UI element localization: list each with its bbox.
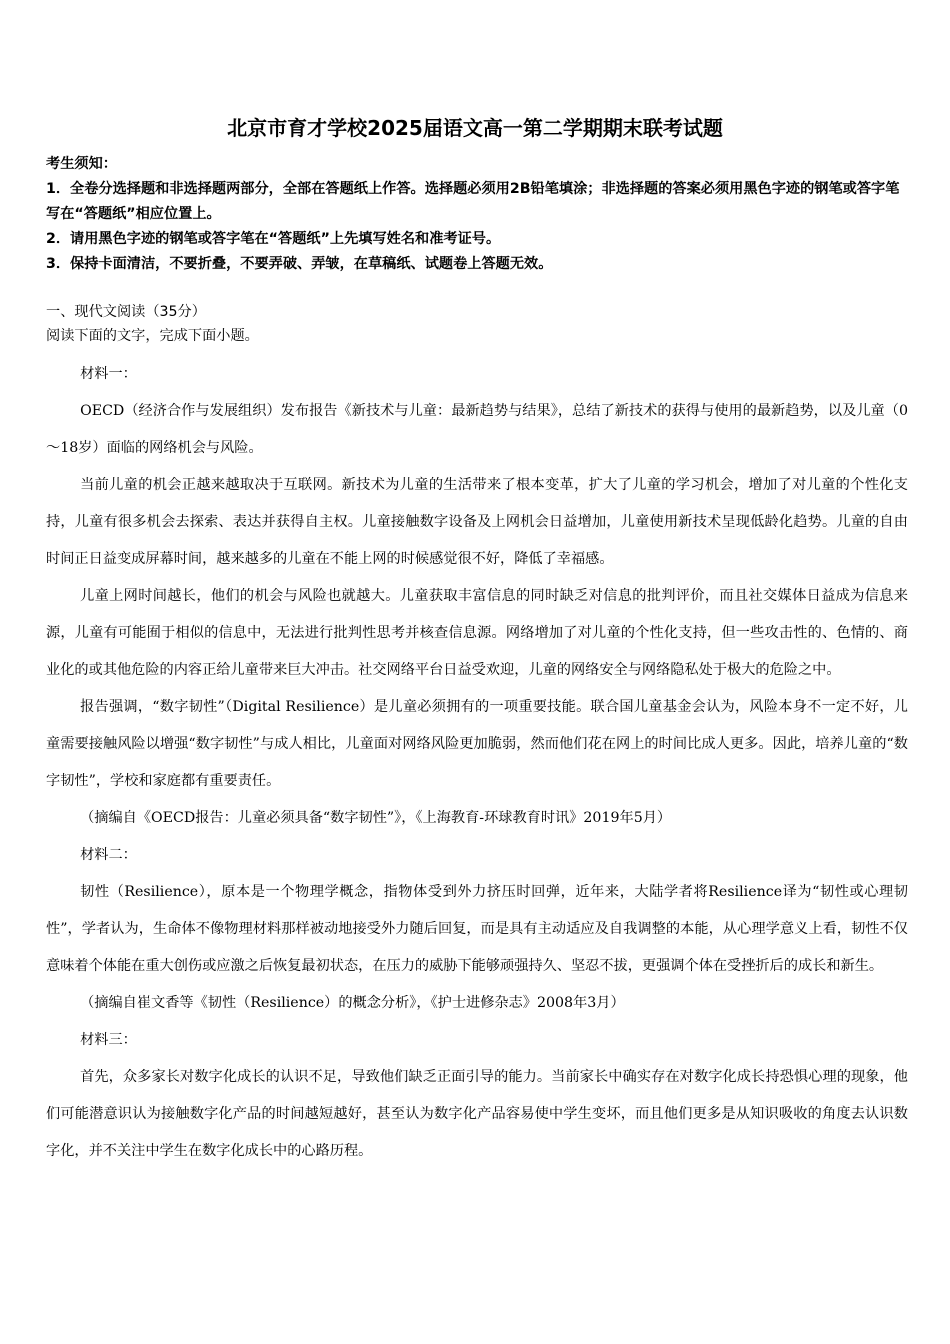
section-instruction: 阅读下面的文字，完成下面小题。 [46, 328, 259, 344]
material-two-label: 材料二： [80, 847, 137, 863]
notice-item-2: 2．请用黑色字迹的钢笔或答字笔在“答题纸”上先填写姓名和准考证号。 [46, 231, 501, 247]
reading-passage [46, 356, 908, 1170]
material-one-label: 材料一： [80, 366, 137, 382]
notice-item-1: 1．全卷分选择题和非选择题两部分，全部在答题纸上作答。选择题必须用2B铅笔填涂；非选择题的答案必须用黑色字迹的钢笔或答字笔写在“答题纸”相应位置上。 [46, 181, 900, 222]
paragraph: 儿童上网时间越长，他们的机会与风险也就越大。儿童获取丰富信息的同时缺乏对信息的批判评价，而且社交媒体日益成为信息来源，儿童有可能囿于相似的信息中，无法进行批判性思考并核查信息源。网络增加了对儿童的个性化支持，但一些攻击性的、色情的、商业化的或其他危险的内容正给儿童带来巨大冲击。社交网络平台日益受欢迎，儿童的网络安全与网络隐私处于极大的危险之中。 [46, 588, 908, 678]
paragraph: 首先，众多家长对数字化成长的认识不足，导致他们缺乏正面引导的能力。当前家长中确实存在对数字化成长持恐惧心理的现象，他们可能潜意识认为接触数字化产品的时间越短越好，甚至认为数字化产品容易使中学生变坏，而且他们更多是从知识吸收的角度去认识数字化，并不关注中学生在数字化成长中的心路历程。 [46, 1069, 908, 1159]
section-heading: 一、现代文阅读（35分） [46, 304, 206, 320]
source-citation: （摘编自崔文香等《韧性（Resilience）的概念分析》，《护士进修杂志》2008年3月） [80, 995, 625, 1011]
paragraph: 报告强调，“数字韧性”（Digital Resilience）是儿童必须拥有的一项重要技能。联合国儿童基金会认为，风险本身不一定不好，儿童需要接触风险以增强“数字韧性”与成人相比，儿童面对网络风险更加脆弱，然而他们花在网上的时间比成人更多。因此，培养儿童的“数字韧性”，学校和家庭都有重要责任。 [46, 699, 908, 789]
notice-item-3: 3．保持卡面清洁，不要折叠，不要弄破、弄皱，在草稿纸、试题卷上答题无效。 [46, 256, 553, 272]
notice-heading: 考生须知： [46, 156, 117, 172]
source-citation: （摘编自《OECD报告：儿童必须具备“数字韧性”》，《上海教育-环球教育时讯》2019年5月） [80, 810, 672, 826]
exam-title: 北京市育才学校2025届语文高一第二学期期末联考试题 [227, 116, 723, 140]
paragraph: 韧性（Resilience），原本是一个物理学概念，指物体受到外力挤压时回弹，近年来，大陆学者将Resilience译为“韧性或心理韧性”，学者认为，生命体不像物理材料那样被动地接受外力随后回复，而是具有主动适应及自我调整的本能，从心理学意义上看，韧性不仅意味着个体能在重大创伤或应激之后恢复最初状态，在压力的威胁下能够顽强持久、坚忍不拔，更强调个体在受挫折后的成长和新生。 [46, 884, 908, 974]
paragraph: 当前儿童的机会正越来越取决于互联网。新技术为儿童的生活带来了根本变革，扩大了儿童的学习机会，增加了对儿童的个性化支持，儿童有很多机会去探索、表达并获得自主权。儿童接触数字设备及上网机会日益增加，儿童使用新技术呈现低龄化趋势。儿童的自由时间正日益变成屏幕时间，越来越多的儿童在不能上网的时候感觉很不好，降低了幸福感。 [46, 477, 908, 567]
paragraph: OECD（经济合作与发展组织）发布报告《新技术与儿童：最新趋势与结果》，总结了新技术的获得与使用的最新趋势，以及儿童（0～18岁）面临的网络机会与风险。 [46, 403, 908, 456]
candidate-notice [46, 152, 908, 277]
material-three-label: 材料三： [80, 1032, 137, 1048]
